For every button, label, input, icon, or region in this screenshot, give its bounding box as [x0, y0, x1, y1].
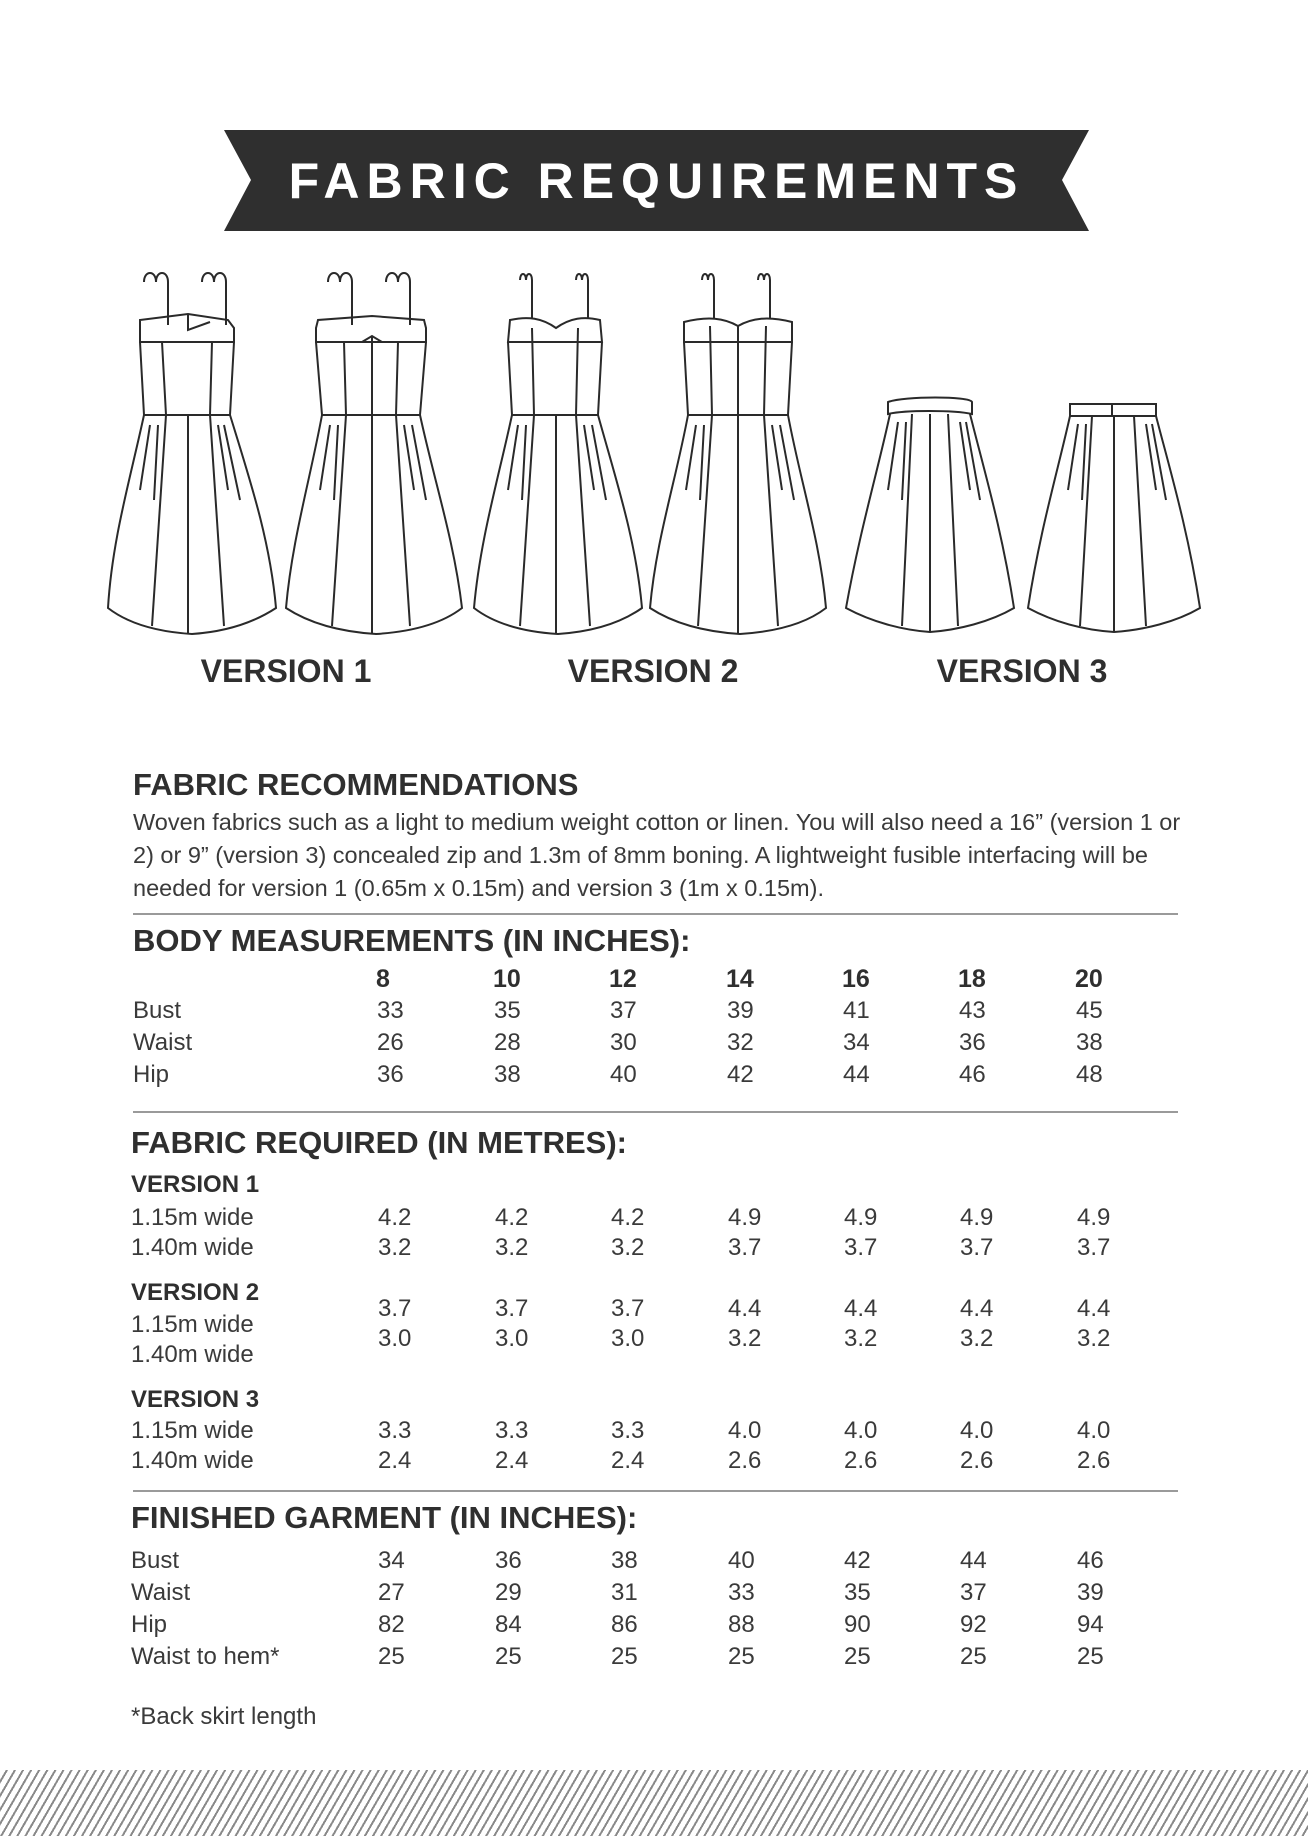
body-measurements-heading: BODY MEASUREMENTS (IN INCHES):: [133, 923, 691, 958]
table-row: [0, 1447, 1308, 1479]
table-cell: 4.9: [1077, 1204, 1111, 1231]
striped-footer-band: [0, 1770, 1308, 1836]
table-cell: 4.4: [960, 1295, 994, 1322]
divider: [133, 1111, 1178, 1113]
table-cell: 35: [844, 1579, 871, 1606]
title-banner: [224, 130, 1089, 231]
divider: [133, 1490, 1178, 1492]
size-header: 20: [1075, 965, 1103, 993]
size-header: 18: [958, 965, 986, 993]
table-cell: 3.0: [378, 1325, 412, 1352]
table-cell: 32: [727, 1029, 754, 1056]
table-cell: 86: [611, 1611, 638, 1638]
dress-version-2-front-drawing: [474, 274, 642, 634]
table-cell: 31: [611, 1579, 638, 1606]
page-title: FABRIC REQUIREMENTS: [288, 152, 1025, 209]
table-cell: 94: [1077, 1611, 1104, 1638]
table-cell: 25: [844, 1643, 871, 1670]
table-cell: 25: [495, 1643, 522, 1670]
table-cell: 2.6: [728, 1447, 762, 1474]
table-cell: 39: [1077, 1579, 1104, 1606]
table-cell: 3.7: [1077, 1234, 1111, 1261]
fabric-group-version-3: VERSION 3: [131, 1386, 260, 1413]
version-1-label: VERSION 1: [200, 653, 372, 689]
table-cell: 3.7: [844, 1234, 878, 1261]
table-cell: 38: [611, 1547, 638, 1574]
table-cell: 29: [495, 1579, 522, 1606]
table-row: [0, 1061, 1308, 1093]
table-row: [0, 1029, 1308, 1061]
table-row: [0, 1547, 1308, 1579]
row-label: 1.15m wide: [131, 1311, 254, 1338]
table-cell: 37: [610, 997, 637, 1024]
table-cell: 36: [495, 1547, 522, 1574]
table-cell: 2.4: [611, 1447, 645, 1474]
table-cell: 36: [377, 1061, 404, 1088]
table-cell: 25: [960, 1643, 987, 1670]
table-cell: 38: [494, 1061, 521, 1088]
fabric-required-heading: FABRIC REQUIRED (IN METRES):: [131, 1125, 627, 1160]
table-cell: 25: [728, 1643, 755, 1670]
table-cell: 4.4: [844, 1295, 878, 1322]
table-cell: 4.9: [960, 1204, 994, 1231]
row-label: 1.40m wide: [131, 1341, 254, 1368]
table-cell: 28: [494, 1029, 521, 1056]
table-row: [0, 1295, 1308, 1327]
table-cell: 82: [378, 1611, 405, 1638]
table-cell: 4.4: [728, 1295, 762, 1322]
size-header: 8: [376, 965, 390, 993]
table-cell: 35: [494, 997, 521, 1024]
skirt-version-3-back-drawing: [1028, 404, 1200, 632]
table-cell: 42: [844, 1547, 871, 1574]
fabric-group-version-2: VERSION 2: [131, 1279, 260, 1306]
table-cell: 25: [1077, 1643, 1104, 1670]
table-cell: 44: [960, 1547, 987, 1574]
table-cell: 40: [610, 1061, 637, 1088]
table-cell: 45: [1076, 997, 1103, 1024]
fabric-group-version-1: VERSION 1: [131, 1171, 260, 1198]
table-cell: 90: [844, 1611, 871, 1638]
table-cell: 43: [959, 997, 986, 1024]
dress-version-1-back-drawing: [286, 273, 462, 634]
table-cell: 3.2: [495, 1234, 529, 1261]
table-cell: 36: [959, 1029, 986, 1056]
table-cell: 40: [728, 1547, 755, 1574]
garment-illustrations: [100, 270, 1210, 645]
table-cell: 33: [377, 997, 404, 1024]
table-cell: 2.4: [378, 1447, 412, 1474]
table-cell: 4.9: [844, 1204, 878, 1231]
skirt-version-3-front-drawing: [846, 398, 1014, 633]
version-3-label: VERSION 3: [936, 653, 1108, 689]
table-cell: 25: [611, 1643, 638, 1670]
table-cell: 38: [1076, 1029, 1103, 1056]
table-cell: 42: [727, 1061, 754, 1088]
table-cell: 34: [378, 1547, 405, 1574]
table-cell: 37: [960, 1579, 987, 1606]
fabric-recommendations-heading: FABRIC RECOMMENDATIONS: [133, 767, 579, 802]
row-label: 1.40m wide: [131, 1234, 254, 1261]
table-cell: 4.0: [728, 1417, 762, 1444]
table-cell: 92: [960, 1611, 987, 1638]
row-label: 1.40m wide: [131, 1447, 254, 1474]
table-cell: 3.0: [611, 1325, 645, 1352]
table-cell: 25: [378, 1643, 405, 1670]
row-label: 1.15m wide: [131, 1204, 254, 1231]
table-row: [0, 1643, 1308, 1675]
table-cell: 3.3: [378, 1417, 412, 1444]
table-cell: 48: [1076, 1061, 1103, 1088]
size-header: 14: [726, 965, 754, 993]
table-cell: 33: [728, 1579, 755, 1606]
row-label: Bust: [133, 997, 182, 1024]
table-cell: 4.0: [1077, 1417, 1111, 1444]
finished-garment-heading: FINISHED GARMENT (IN INCHES):: [131, 1500, 638, 1535]
table-row: [0, 1579, 1308, 1611]
table-cell: 3.2: [844, 1325, 878, 1352]
table-cell: 4.0: [960, 1417, 994, 1444]
table-cell: 3.7: [495, 1295, 529, 1322]
size-header-row: [0, 965, 1308, 997]
size-header: 10: [493, 965, 521, 993]
table-cell: 3.0: [495, 1325, 529, 1352]
table-cell: 3.7: [728, 1234, 762, 1261]
table-cell: 30: [610, 1029, 637, 1056]
table-cell: 88: [728, 1611, 755, 1638]
table-cell: 3.2: [1077, 1325, 1111, 1352]
version-2-label: VERSION 2: [567, 653, 739, 689]
table-cell: 27: [378, 1579, 405, 1606]
row-label: Waist to hem*: [131, 1643, 280, 1670]
table-cell: 3.7: [960, 1234, 994, 1261]
row-label: Waist: [131, 1579, 191, 1606]
table-cell: 3.2: [960, 1325, 994, 1352]
table-cell: 39: [727, 997, 754, 1024]
table-cell: 4.4: [1077, 1295, 1111, 1322]
table-cell: 84: [495, 1611, 522, 1638]
row-label: Waist: [133, 1029, 193, 1056]
row-label: 1.15m wide: [131, 1417, 254, 1444]
table-cell: 4.0: [844, 1417, 878, 1444]
table-cell: 2.6: [960, 1447, 994, 1474]
table-cell: 3.3: [611, 1417, 645, 1444]
table-cell: 2.6: [1077, 1447, 1111, 1474]
size-header: 12: [609, 965, 637, 993]
table-cell: 3.3: [495, 1417, 529, 1444]
table-cell: 3.2: [611, 1234, 645, 1261]
row-label: Hip: [133, 1061, 170, 1088]
dress-version-2-back-drawing: [650, 274, 826, 634]
divider: [133, 913, 1178, 915]
table-row: [0, 1611, 1308, 1643]
table-cell: 26: [377, 1029, 404, 1056]
table-row: [0, 1325, 1308, 1357]
table-cell: 4.9: [728, 1204, 762, 1231]
table-cell: 41: [843, 997, 870, 1024]
row-label: Bust: [131, 1547, 180, 1574]
table-row: [0, 1417, 1308, 1449]
table-cell: 4.2: [495, 1204, 529, 1231]
table-cell: 2.6: [844, 1447, 878, 1474]
fabric-recommendations-text: Woven fabrics such as a light to medium weight cotton or linen. You will also need a 16” (version 1 or 2) or 9” (version 3) concealed zip and 1.3m of 8mm boning. A lightweight fusible interfacing will be needed for version 1 (0.65m x 0.15m) and version 3 (1m x 0.15m).: [133, 809, 1181, 901]
dress-version-1-front-drawing: [108, 273, 276, 634]
table-cell: 3.7: [611, 1295, 645, 1322]
table-row: [0, 1204, 1308, 1236]
table-cell: 4.2: [611, 1204, 645, 1231]
table-cell: 3.7: [378, 1295, 412, 1322]
table-cell: 3.2: [728, 1325, 762, 1352]
table-cell: 2.4: [495, 1447, 529, 1474]
footnote: *Back skirt length: [131, 1703, 317, 1730]
row-label: Hip: [131, 1611, 168, 1638]
table-cell: 3.2: [378, 1234, 412, 1261]
size-header: 16: [842, 965, 870, 993]
table-cell: 34: [843, 1029, 870, 1056]
table-row: [0, 1234, 1308, 1266]
table-cell: 46: [959, 1061, 986, 1088]
table-cell: 44: [843, 1061, 870, 1088]
table-row: [0, 997, 1308, 1029]
table-cell: 4.2: [378, 1204, 412, 1231]
table-cell: 46: [1077, 1547, 1104, 1574]
